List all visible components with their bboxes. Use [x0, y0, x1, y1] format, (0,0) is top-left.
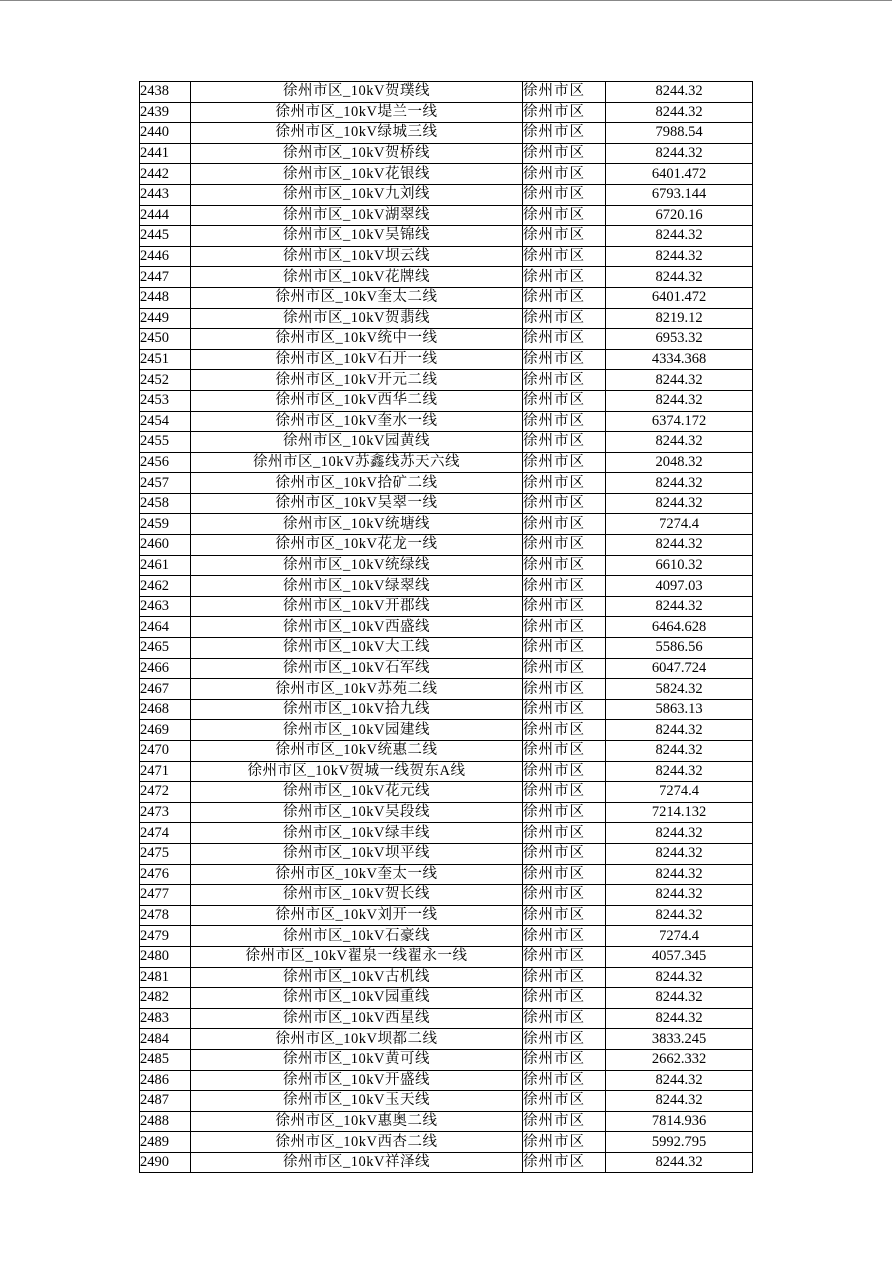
value-cell: 4334.368 — [606, 349, 753, 370]
table-row — [140, 761, 753, 782]
row-index-cell: 2479 — [140, 926, 191, 947]
value-cell: 8244.32 — [606, 1070, 753, 1091]
line-name-cell: 徐州市区_10kV花龙一线 — [191, 535, 523, 556]
table-row — [140, 287, 753, 308]
region-cell: 徐州市区 — [523, 123, 606, 144]
table-row — [140, 782, 753, 803]
value-cell: 8244.32 — [606, 864, 753, 885]
region-cell: 徐州市区 — [523, 1029, 606, 1050]
line-name-cell: 徐州市区_10kV吴翠一线 — [191, 493, 523, 514]
table-row — [140, 926, 753, 947]
table-row — [140, 535, 753, 556]
page-top-border — [0, 0, 892, 1]
line-name-cell: 徐州市区_10kV大工线 — [191, 638, 523, 659]
region-cell: 徐州市区 — [523, 164, 606, 185]
region-cell: 徐州市区 — [523, 596, 606, 617]
value-cell: 8244.32 — [606, 246, 753, 267]
line-name-cell: 徐州市区_10kV奎太一线 — [191, 864, 523, 885]
region-cell: 徐州市区 — [523, 761, 606, 782]
value-cell: 6720.16 — [606, 205, 753, 226]
region-cell: 徐州市区 — [523, 1049, 606, 1070]
value-cell: 8244.32 — [606, 1008, 753, 1029]
value-cell: 8244.32 — [606, 988, 753, 1009]
value-cell: 6610.32 — [606, 555, 753, 576]
table-row — [140, 1049, 753, 1070]
value-cell: 6464.628 — [606, 617, 753, 638]
table-row — [140, 164, 753, 185]
line-name-cell: 徐州市区_10kV吴段线 — [191, 802, 523, 823]
line-name-cell: 徐州市区_10kV苏苑二线 — [191, 679, 523, 700]
table-row — [140, 1070, 753, 1091]
line-name-cell: 徐州市区_10kV贺桥线 — [191, 143, 523, 164]
row-index-cell: 2442 — [140, 164, 191, 185]
line-name-cell: 徐州市区_10kV花牌线 — [191, 267, 523, 288]
region-cell: 徐州市区 — [523, 411, 606, 432]
row-index-cell: 2453 — [140, 390, 191, 411]
row-index-cell: 2452 — [140, 370, 191, 391]
table-row — [140, 885, 753, 906]
value-cell: 8244.32 — [606, 390, 753, 411]
row-index-cell: 2448 — [140, 287, 191, 308]
line-name-cell: 徐州市区_10kV石开一线 — [191, 349, 523, 370]
region-cell: 徐州市区 — [523, 823, 606, 844]
value-cell: 8244.32 — [606, 370, 753, 391]
line-name-cell: 徐州市区_10kV九刘线 — [191, 184, 523, 205]
line-name-cell: 徐州市区_10kV花银线 — [191, 164, 523, 185]
row-index-cell: 2477 — [140, 885, 191, 906]
table-row — [140, 1029, 753, 1050]
value-cell: 6047.724 — [606, 658, 753, 679]
row-index-cell: 2445 — [140, 226, 191, 247]
line-name-cell: 徐州市区_10kV贺长线 — [191, 885, 523, 906]
region-cell: 徐州市区 — [523, 1091, 606, 1112]
value-cell: 6374.172 — [606, 411, 753, 432]
row-index-cell: 2456 — [140, 452, 191, 473]
region-cell: 徐州市区 — [523, 926, 606, 947]
value-cell: 8244.32 — [606, 843, 753, 864]
line-name-cell: 徐州市区_10kV贺翡线 — [191, 308, 523, 329]
region-cell: 徐州市区 — [523, 555, 606, 576]
row-index-cell: 2455 — [140, 432, 191, 453]
line-name-cell: 徐州市区_10kV湖翠线 — [191, 205, 523, 226]
region-cell: 徐州市区 — [523, 1111, 606, 1132]
region-cell: 徐州市区 — [523, 638, 606, 659]
row-index-cell: 2440 — [140, 123, 191, 144]
line-name-cell: 徐州市区_10kV祥泽线 — [191, 1152, 523, 1173]
table-row — [140, 658, 753, 679]
region-cell: 徐州市区 — [523, 205, 606, 226]
table-row — [140, 184, 753, 205]
value-cell: 8244.32 — [606, 1091, 753, 1112]
table-row — [140, 267, 753, 288]
row-index-cell: 2472 — [140, 782, 191, 803]
row-index-cell: 2476 — [140, 864, 191, 885]
value-cell: 8244.32 — [606, 596, 753, 617]
value-cell: 8244.32 — [606, 432, 753, 453]
value-cell: 8244.32 — [606, 761, 753, 782]
table-row — [140, 390, 753, 411]
line-name-cell: 徐州市区_10kV花元线 — [191, 782, 523, 803]
region-cell: 徐州市区 — [523, 226, 606, 247]
line-name-cell: 徐州市区_10kV黄可线 — [191, 1049, 523, 1070]
line-name-cell: 徐州市区_10kV奎太二线 — [191, 287, 523, 308]
row-index-cell: 2461 — [140, 555, 191, 576]
value-cell: 8244.32 — [606, 967, 753, 988]
row-index-cell: 2480 — [140, 946, 191, 967]
row-index-cell: 2450 — [140, 329, 191, 350]
region-cell: 徐州市区 — [523, 452, 606, 473]
region-cell: 徐州市区 — [523, 370, 606, 391]
region-cell: 徐州市区 — [523, 658, 606, 679]
value-cell: 7214.132 — [606, 802, 753, 823]
line-name-cell: 徐州市区_10kV西杏二线 — [191, 1132, 523, 1153]
region-cell: 徐州市区 — [523, 843, 606, 864]
row-index-cell: 2438 — [140, 82, 191, 103]
value-cell: 8244.32 — [606, 905, 753, 926]
data-table — [139, 81, 753, 1173]
row-index-cell: 2446 — [140, 246, 191, 267]
row-index-cell: 2485 — [140, 1049, 191, 1070]
table-row — [140, 349, 753, 370]
value-cell: 8244.32 — [606, 741, 753, 762]
value-cell: 7988.54 — [606, 123, 753, 144]
value-cell: 8244.32 — [606, 82, 753, 103]
table-row — [140, 308, 753, 329]
region-cell: 徐州市区 — [523, 267, 606, 288]
value-cell: 8244.32 — [606, 226, 753, 247]
region-cell: 徐州市区 — [523, 946, 606, 967]
region-cell: 徐州市区 — [523, 864, 606, 885]
region-cell: 徐州市区 — [523, 576, 606, 597]
region-cell: 徐州市区 — [523, 102, 606, 123]
value-cell: 5824.32 — [606, 679, 753, 700]
value-cell: 5586.56 — [606, 638, 753, 659]
row-index-cell: 2466 — [140, 658, 191, 679]
row-index-cell: 2484 — [140, 1029, 191, 1050]
value-cell: 6953.32 — [606, 329, 753, 350]
line-name-cell: 徐州市区_10kV惠奥二线 — [191, 1111, 523, 1132]
value-cell: 8244.32 — [606, 720, 753, 741]
value-cell: 2662.332 — [606, 1049, 753, 1070]
region-cell: 徐州市区 — [523, 1152, 606, 1173]
region-cell: 徐州市区 — [523, 432, 606, 453]
line-name-cell: 徐州市区_10kV贺璞线 — [191, 82, 523, 103]
line-name-cell: 徐州市区_10kV古机线 — [191, 967, 523, 988]
row-index-cell: 2470 — [140, 741, 191, 762]
value-cell: 5863.13 — [606, 699, 753, 720]
region-cell: 徐州市区 — [523, 246, 606, 267]
region-cell: 徐州市区 — [523, 473, 606, 494]
table-row — [140, 226, 753, 247]
table-row — [140, 843, 753, 864]
value-cell: 8244.32 — [606, 473, 753, 494]
table-row — [140, 1091, 753, 1112]
row-index-cell: 2441 — [140, 143, 191, 164]
table-row — [140, 905, 753, 926]
table-row — [140, 596, 753, 617]
table-row — [140, 720, 753, 741]
table-row — [140, 679, 753, 700]
line-name-cell: 徐州市区_10kV西华二线 — [191, 390, 523, 411]
table-row — [140, 205, 753, 226]
line-name-cell: 徐州市区_10kV西星线 — [191, 1008, 523, 1029]
row-index-cell: 2474 — [140, 823, 191, 844]
line-name-cell: 徐州市区_10kV绿丰线 — [191, 823, 523, 844]
region-cell: 徐州市区 — [523, 967, 606, 988]
line-name-cell: 徐州市区_10kV坝云线 — [191, 246, 523, 267]
line-name-cell: 徐州市区_10kV苏鑫线苏天六线 — [191, 452, 523, 473]
line-name-cell: 徐州市区_10kV统惠二线 — [191, 741, 523, 762]
table-row — [140, 946, 753, 967]
region-cell: 徐州市区 — [523, 390, 606, 411]
table-row — [140, 823, 753, 844]
row-index-cell: 2443 — [140, 184, 191, 205]
row-index-cell: 2460 — [140, 535, 191, 556]
line-name-cell: 徐州市区_10kV开元二线 — [191, 370, 523, 391]
line-name-cell: 徐州市区_10kV石军线 — [191, 658, 523, 679]
value-cell: 6793.144 — [606, 184, 753, 205]
table-row — [140, 82, 753, 103]
line-name-cell: 徐州市区_10kV翟泉一线翟永一线 — [191, 946, 523, 967]
line-name-cell: 徐州市区_10kV统中一线 — [191, 329, 523, 350]
table-row — [140, 617, 753, 638]
region-cell: 徐州市区 — [523, 741, 606, 762]
line-name-cell: 徐州市区_10kV拾矿二线 — [191, 473, 523, 494]
row-index-cell: 2451 — [140, 349, 191, 370]
table-row — [140, 1152, 753, 1173]
table-row — [140, 555, 753, 576]
table-row — [140, 123, 753, 144]
table-row — [140, 370, 753, 391]
table-row — [140, 741, 753, 762]
table-row — [140, 514, 753, 535]
row-index-cell: 2468 — [140, 699, 191, 720]
value-cell: 6401.472 — [606, 164, 753, 185]
value-cell: 8244.32 — [606, 823, 753, 844]
table-row — [140, 967, 753, 988]
value-cell: 5992.795 — [606, 1132, 753, 1153]
row-index-cell: 2457 — [140, 473, 191, 494]
region-cell: 徐州市区 — [523, 782, 606, 803]
value-cell: 8244.32 — [606, 267, 753, 288]
line-name-cell: 徐州市区_10kV贺城一线贺东A线 — [191, 761, 523, 782]
row-index-cell: 2487 — [140, 1091, 191, 1112]
line-name-cell: 徐州市区_10kV西盛线 — [191, 617, 523, 638]
table-row — [140, 802, 753, 823]
region-cell: 徐州市区 — [523, 535, 606, 556]
line-name-cell: 徐州市区_10kV玉天线 — [191, 1091, 523, 1112]
row-index-cell: 2486 — [140, 1070, 191, 1091]
line-name-cell: 徐州市区_10kV统绿线 — [191, 555, 523, 576]
row-index-cell: 2488 — [140, 1111, 191, 1132]
table-row — [140, 638, 753, 659]
table-row — [140, 864, 753, 885]
table-row — [140, 246, 753, 267]
value-cell: 4097.03 — [606, 576, 753, 597]
region-cell: 徐州市区 — [523, 308, 606, 329]
value-cell: 8244.32 — [606, 493, 753, 514]
region-cell: 徐州市区 — [523, 1008, 606, 1029]
table-row — [140, 493, 753, 514]
line-name-cell: 徐州市区_10kV绿城三线 — [191, 123, 523, 144]
region-cell: 徐州市区 — [523, 143, 606, 164]
region-cell: 徐州市区 — [523, 1132, 606, 1153]
table-row — [140, 432, 753, 453]
value-cell: 7274.4 — [606, 926, 753, 947]
line-name-cell: 徐州市区_10kV堤兰一线 — [191, 102, 523, 123]
row-index-cell: 2459 — [140, 514, 191, 535]
region-cell: 徐州市区 — [523, 514, 606, 535]
row-index-cell: 2482 — [140, 988, 191, 1009]
value-cell: 7274.4 — [606, 514, 753, 535]
value-cell: 8244.32 — [606, 1152, 753, 1173]
region-cell: 徐州市区 — [523, 905, 606, 926]
row-index-cell: 2471 — [140, 761, 191, 782]
row-index-cell: 2490 — [140, 1152, 191, 1173]
region-cell: 徐州市区 — [523, 679, 606, 700]
region-cell: 徐州市区 — [523, 287, 606, 308]
table-row — [140, 411, 753, 432]
region-cell: 徐州市区 — [523, 699, 606, 720]
row-index-cell: 2467 — [140, 679, 191, 700]
row-index-cell: 2447 — [140, 267, 191, 288]
line-name-cell: 徐州市区_10kV园重线 — [191, 988, 523, 1009]
table-row — [140, 102, 753, 123]
value-cell: 8244.32 — [606, 535, 753, 556]
table-row — [140, 1132, 753, 1153]
region-cell: 徐州市区 — [523, 802, 606, 823]
region-cell: 徐州市区 — [523, 885, 606, 906]
row-index-cell: 2469 — [140, 720, 191, 741]
region-cell: 徐州市区 — [523, 184, 606, 205]
table-row — [140, 988, 753, 1009]
region-cell: 徐州市区 — [523, 329, 606, 350]
line-name-cell: 徐州市区_10kV刘开一线 — [191, 905, 523, 926]
row-index-cell: 2483 — [140, 1008, 191, 1029]
row-index-cell: 2463 — [140, 596, 191, 617]
row-index-cell: 2454 — [140, 411, 191, 432]
value-cell: 8219.12 — [606, 308, 753, 329]
line-name-cell: 徐州市区_10kV开郡线 — [191, 596, 523, 617]
row-index-cell: 2464 — [140, 617, 191, 638]
table-row — [140, 576, 753, 597]
row-index-cell: 2439 — [140, 102, 191, 123]
region-cell: 徐州市区 — [523, 349, 606, 370]
value-cell: 6401.472 — [606, 287, 753, 308]
value-cell: 4057.345 — [606, 946, 753, 967]
line-name-cell: 徐州市区_10kV拾九线 — [191, 699, 523, 720]
line-name-cell: 徐州市区_10kV绿翠线 — [191, 576, 523, 597]
line-name-cell: 徐州市区_10kV坝都二线 — [191, 1029, 523, 1050]
value-cell: 7274.4 — [606, 782, 753, 803]
line-name-cell: 徐州市区_10kV园黄线 — [191, 432, 523, 453]
table-row — [140, 1008, 753, 1029]
line-name-cell: 徐州市区_10kV石豪线 — [191, 926, 523, 947]
table-row — [140, 452, 753, 473]
line-name-cell: 徐州市区_10kV园建线 — [191, 720, 523, 741]
table-row — [140, 699, 753, 720]
line-name-cell: 徐州市区_10kV统塘线 — [191, 514, 523, 535]
region-cell: 徐州市区 — [523, 493, 606, 514]
region-cell: 徐州市区 — [523, 720, 606, 741]
line-name-cell: 徐州市区_10kV奎水一线 — [191, 411, 523, 432]
row-index-cell: 2473 — [140, 802, 191, 823]
row-index-cell: 2465 — [140, 638, 191, 659]
row-index-cell: 2458 — [140, 493, 191, 514]
region-cell: 徐州市区 — [523, 1070, 606, 1091]
value-cell: 8244.32 — [606, 102, 753, 123]
line-name-cell: 徐州市区_10kV吴锦线 — [191, 226, 523, 247]
line-name-cell: 徐州市区_10kV开盛线 — [191, 1070, 523, 1091]
value-cell: 8244.32 — [606, 143, 753, 164]
region-cell: 徐州市区 — [523, 988, 606, 1009]
table-row — [140, 1111, 753, 1132]
row-index-cell: 2449 — [140, 308, 191, 329]
row-index-cell: 2444 — [140, 205, 191, 226]
value-cell: 2048.32 — [606, 452, 753, 473]
table-row — [140, 143, 753, 164]
row-index-cell: 2462 — [140, 576, 191, 597]
table-row — [140, 473, 753, 494]
row-index-cell: 2478 — [140, 905, 191, 926]
region-cell: 徐州市区 — [523, 617, 606, 638]
line-name-cell: 徐州市区_10kV坝平线 — [191, 843, 523, 864]
row-index-cell: 2489 — [140, 1132, 191, 1153]
region-cell: 徐州市区 — [523, 82, 606, 103]
row-index-cell: 2481 — [140, 967, 191, 988]
value-cell: 8244.32 — [606, 885, 753, 906]
table-body — [140, 82, 753, 1173]
value-cell: 3833.245 — [606, 1029, 753, 1050]
row-index-cell: 2475 — [140, 843, 191, 864]
value-cell: 7814.936 — [606, 1111, 753, 1132]
table-row — [140, 329, 753, 350]
